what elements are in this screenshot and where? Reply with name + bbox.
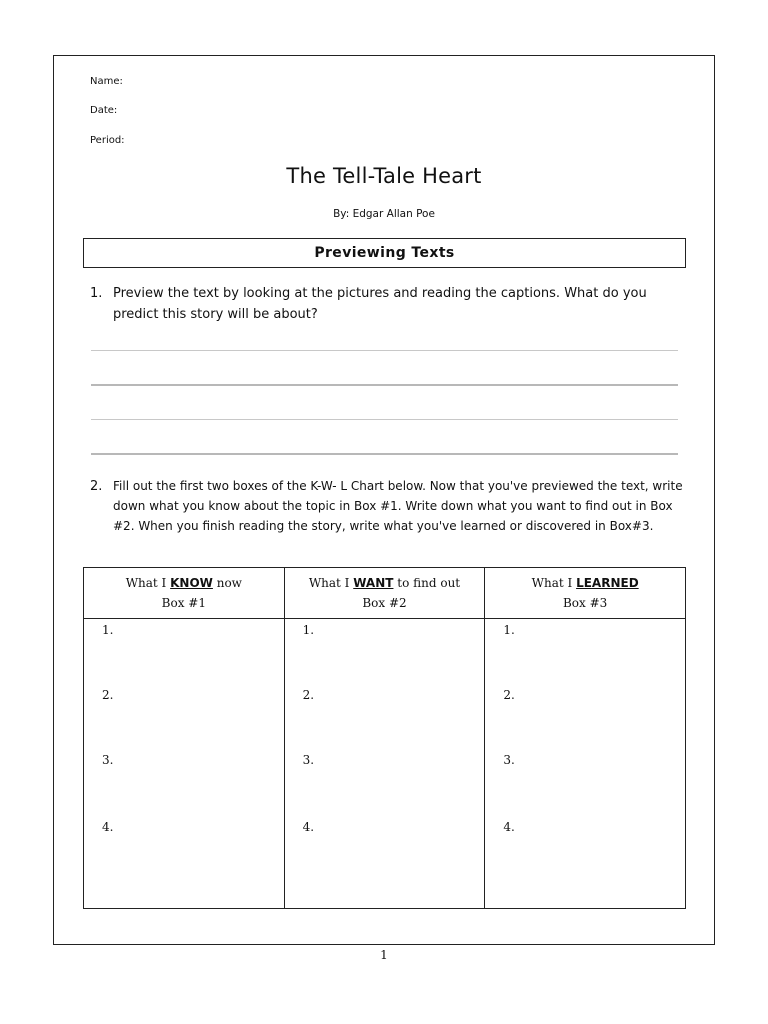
header-keyword: LEARNED [576, 576, 639, 590]
list-number: 1. [503, 623, 515, 637]
answer-line[interactable] [91, 453, 678, 455]
name-label: Name: [90, 76, 123, 87]
kwl-header-learned [485, 568, 686, 619]
page-number: 1 [380, 948, 388, 962]
header-keyword: WANT [353, 576, 394, 590]
list-number: 2. [102, 688, 114, 702]
list-number: 2. [503, 688, 515, 702]
header-prefix: What I [531, 576, 577, 590]
kwl-body-row [84, 619, 686, 909]
list-number: 3. [503, 753, 515, 767]
kwl-header-row [84, 568, 686, 619]
list-number: 4. [302, 820, 315, 834]
kwl-chart [83, 567, 686, 909]
period-label: Period: [90, 135, 125, 146]
question-text: Fill out the first two boxes of the K-W- L Chart below. Now that you've previewed the text, write down what you know about the topic in Box #1. Write down what you want to find out in Box #2. When you finish reading the story, write what you've learned or discovered in Box#3. [113, 479, 683, 533]
kwl-cell-want[interactable] [284, 619, 485, 909]
answer-line[interactable] [91, 419, 678, 420]
list-number: 3. [302, 753, 315, 767]
list-number: 3. [102, 753, 114, 767]
document-title: The Tell-Tale Heart [286, 164, 482, 188]
kwl-cell-learned[interactable] [485, 619, 686, 909]
question-number: 2. [90, 479, 103, 494]
header-prefix: What I [308, 576, 354, 590]
header-box: Box #3 [562, 596, 608, 610]
kwl-header-know [84, 568, 285, 619]
header-suffix: to find out [393, 576, 461, 590]
section-heading [83, 238, 686, 268]
list-number: 1. [302, 623, 315, 637]
header-box: Box #1 [161, 596, 206, 610]
list-number: 1. [102, 623, 114, 637]
kwl-cell-know[interactable] [84, 619, 285, 909]
header-box: Box #2 [362, 596, 407, 610]
answer-line[interactable] [91, 350, 678, 351]
date-label: Date: [90, 105, 118, 116]
list-number: 4. [503, 820, 515, 834]
answer-line[interactable] [91, 384, 678, 386]
header-suffix: now [212, 576, 242, 590]
kwl-header-want [284, 568, 485, 619]
question-number: 1. [90, 286, 103, 301]
author-byline: By: Edgar Allan Poe [333, 208, 435, 220]
header-prefix: What I [125, 576, 171, 590]
question-text: Preview the text by looking at the pictures and reading the captions. What do you predict this story will be about? [113, 286, 647, 322]
header-keyword: KNOW [170, 576, 213, 590]
list-number: 2. [302, 688, 315, 702]
list-number: 4. [102, 820, 114, 834]
section-heading-text: Previewing Texts [314, 245, 455, 261]
